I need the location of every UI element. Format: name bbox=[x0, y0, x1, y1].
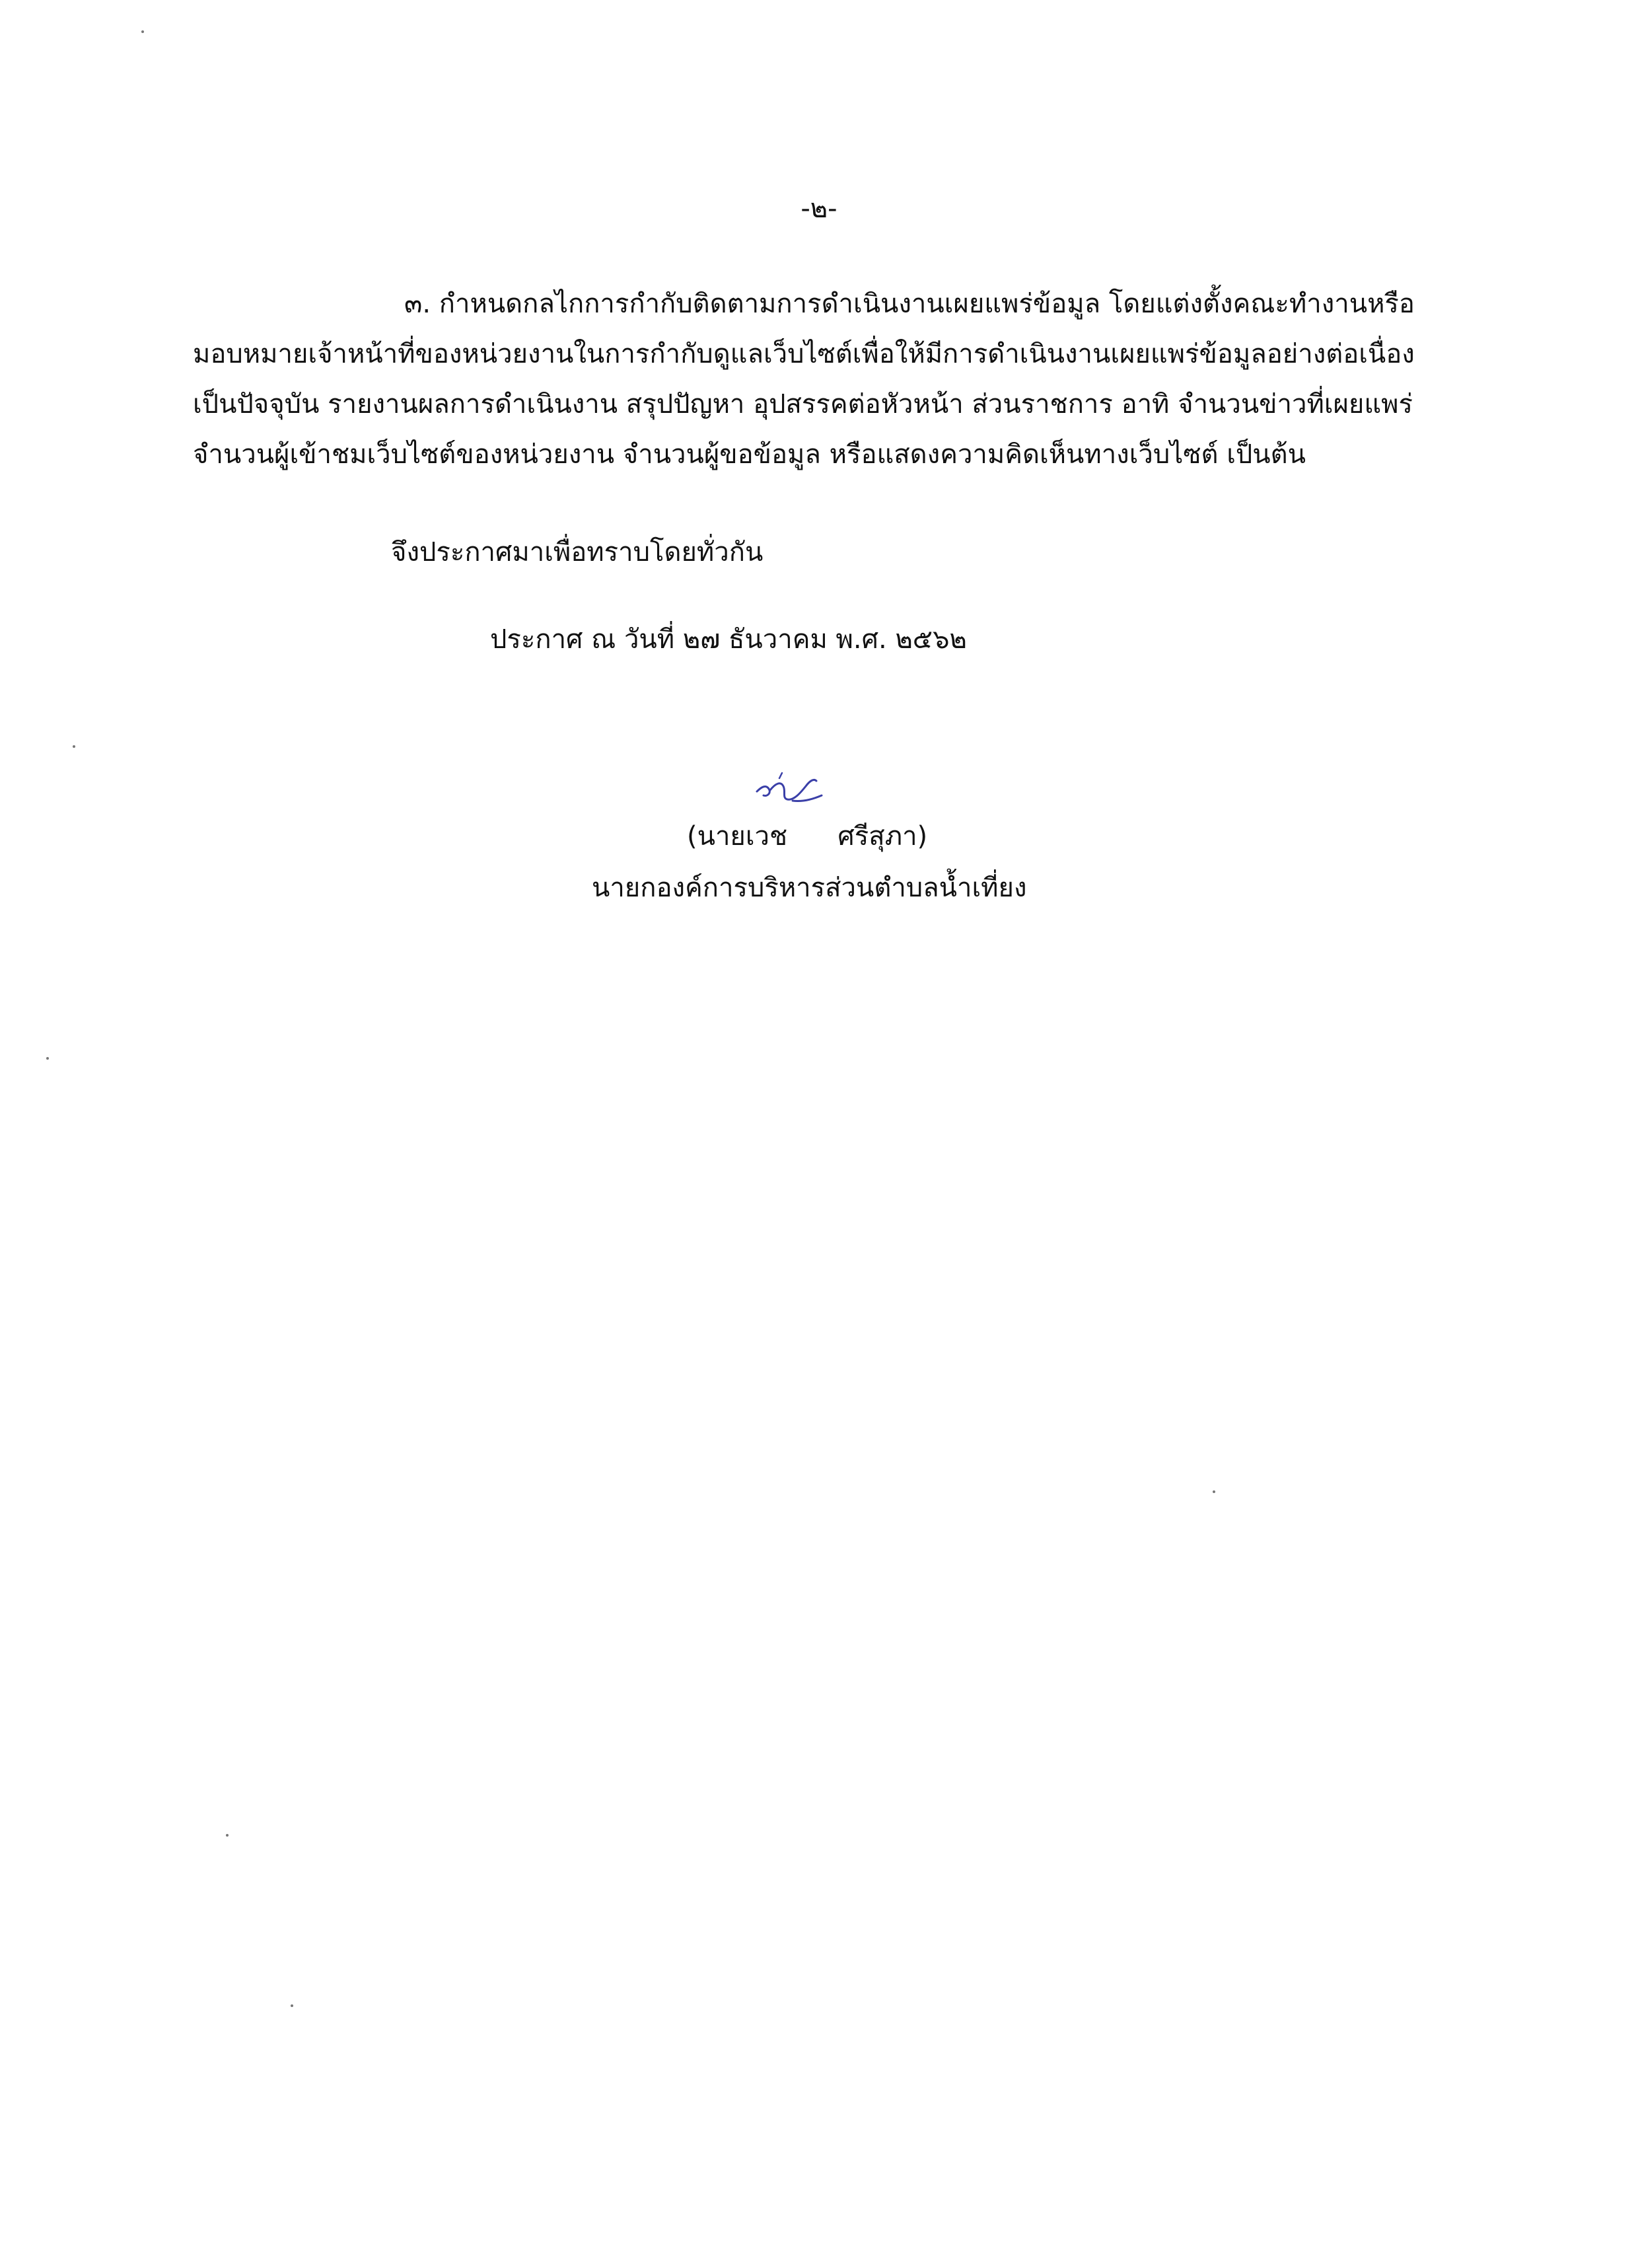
paragraph-line-4: จำนวนผู้เข้าชมเว็บไซต์ของหน่วยงาน จำนวนผู้ขอข้อมูล หรือแสดงความคิดเห็นทางเว็บไซต์ เป็นต้น bbox=[193, 439, 1306, 470]
page-number: -๒- bbox=[801, 194, 837, 224]
handwritten-signature bbox=[753, 766, 826, 813]
closing-statement: จึงประกาศมาเพื่อทราบโดยทั่วกัน bbox=[391, 537, 764, 567]
scan-speck bbox=[141, 30, 144, 33]
scan-speck bbox=[1213, 1490, 1215, 1493]
scan-speck bbox=[226, 1834, 229, 1837]
signer-name: (นายเวช ศรีสุภา) bbox=[687, 821, 928, 852]
signer-title: นายกองค์การบริหารส่วนตำบลน้ำเที่ยง bbox=[592, 873, 1027, 903]
scan-speck bbox=[46, 1057, 49, 1060]
announcement-date: ประกาศ ณ วันที่ ๒๗ ธันวาคม พ.ศ. ๒๕๖๒ bbox=[490, 624, 967, 655]
paragraph-line-2: มอบหมายเจ้าหน้าที่ของหน่วยงานในการกำกับดูแลเว็บไซต์เพื่อให้มีการดำเนินงานเผยแพร่ข้อมูลอย่างต่อเนื่อง bbox=[193, 339, 1415, 369]
paragraph-line-1: ๓. กำหนดกลไกการกำกับติดตามการดำเนินงานเผยแพร่ข้อมูล โดยแต่งตั้งคณะทำงานหรือ bbox=[404, 289, 1415, 319]
paragraph-line-3: เป็นปัจจุบัน รายงานผลการดำเนินงาน สรุปปัญหา อุปสรรคต่อหัวหน้า ส่วนราชการ อาทิ จำนวนข่าวที่เผยแพร่ bbox=[193, 389, 1413, 420]
scan-speck bbox=[291, 2004, 293, 2007]
scan-speck bbox=[73, 745, 75, 748]
